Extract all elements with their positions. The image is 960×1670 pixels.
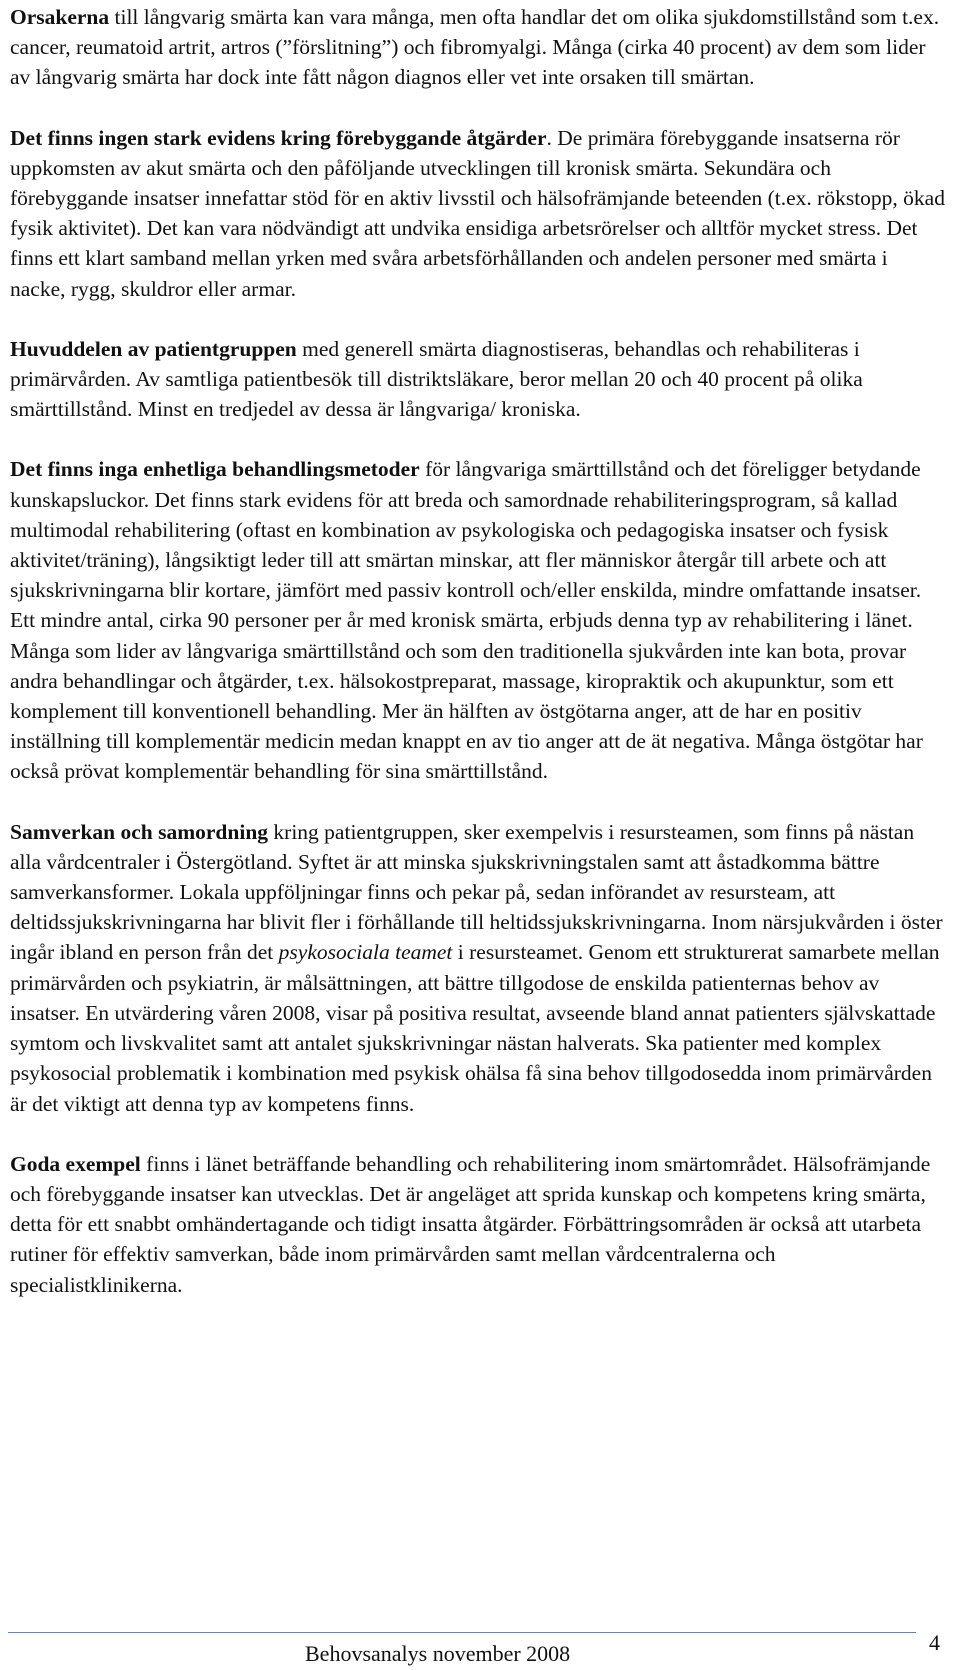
paragraph-text: med generell smärta diagnostiseras, behandlas och rehabiliteras i primärvården. Av samtliga patientbesök till distriktsläkare, beror mellan 20 och 40 procent på olika smärttillstånd. Minst en tredjedel av dessa är långvariga/ kroniska. [10, 336, 863, 422]
paragraph-evidens [10, 123, 948, 304]
paragraph-goda-exempel [10, 1149, 948, 1300]
paragraph-text-continued: i resursteamet. Genom ett strukturerat samarbete mellan primärvården och psykiatrin, är målsättningen, att bättre tillgodose de enskilda patienternas behov av insatser. En utvärdering våren 2008, visar på positiva resultat, avseende bland annat patienters självskattade symtom och livskvalitet samt att antalet sjukskrivningar nästan halverats. Ska patienter med komplex psykosocial problematik i kombination med psykisk ohälsa få sina behov tillgodosedda inom primärvården är det viktigt att denna typ av kompetens finns. [10, 940, 940, 1116]
paragraph-text: . De primära förebyggande insatserna rör uppkomsten av akut smärta och den påföljande utvecklingen till kronisk smärta. Sekundära och förebyggande insatser innefattar stöd för en aktiv livsstil och hälsofrämjande beteenden (t.ex. rökstopp, ökad fysik aktivitet). Det kan vara nödvändigt att undvika ensidiga arbetsrörelser och alltför mycket stress. Det finns ett klart samband mellan yrken med svåra arbetsförhållanden och andelen personer med smärta i nacke, rygg, skuldror eller armar. [10, 125, 945, 301]
paragraph-lead: Huvuddelen av patientgruppen [10, 336, 297, 361]
paragraph-italic-term: psykosociala teamet [278, 940, 453, 965]
paragraph-lead: Goda exempel [10, 1151, 141, 1176]
paragraph-huvuddelen [10, 334, 948, 425]
footer-divider [8, 1632, 916, 1633]
paragraph-text: för långvariga smärttillstånd och det föreligger betydande kunskapsluckor. Det finns stark evidens för att breda och samordnade rehabiliteringsprogram, så kallad multimodal rehabilitering (oftast en kombination av psykologiska och pedagogiska insatser och fysisk aktivitet/träning), långsiktigt leder till att smärtan minskar, att fler människor återgår till arbete och att sjukskrivningarna blir kortare, jämfört med passiv kontroll och/eller enskilda, mindre omfattande insatser. Ett mindre antal, cirka 90 personer per år med kronisk smärta, erbjuds denna typ av rehabilitering i länet. Många som lider av långvariga smärttillstånd och som den traditionella sjukvården inte kan bota, provar andra behandlingar och åtgärder, t.ex. hälsokostpreparat, massage, kiropraktik och akupunktur, som ett komplement till konventionell behandling. Mer än hälften av östgötarna anger, att de har en positiv inställning till komplementär medicin medan knappt en av tio anger att de ät negativa. Många östgötar har också prövat komplementär behandling för sina smärttillstånd. [10, 457, 923, 784]
paragraph-text: till långvarig smärta kan vara många, men ofta handlar det om olika sjukdomstillstånd som t.ex. cancer, reumatoid artrit, artros (”förslitning”) och fibromyalgi. Många (cirka 40 procent) av dem som lider av långvarig smärta har dock inte fått någon diagnos eller vet inte orsaken till smärtan. [10, 5, 940, 90]
paragraph-orsakerna [10, 2, 948, 93]
paragraph-text: finns i länet beträffande behandling och rehabilitering inom smärtområdet. Hälsofrämjande och förebyggande insatser kan utvecklas. Det är angeläget att sprida kunskap och kompetens kring smärta, detta för ett snabbt omhändertagande och tidigt insatta åtgärder. Förbättringsområden är också att utarbeta rutiner för effektiv samverkan, både inom primärvården samt mellan vårdcentralerna och specialistklinikerna. [10, 1151, 931, 1297]
paragraph-lead: Det finns inga enhetliga behandlingsmetoder [10, 457, 420, 482]
paragraph-text: kring patientgruppen, sker exempelvis i resursteamen, som finns på nästan alla vårdcentraler i Östergötland. Syftet är att minska sjukskrivningstalen samt att åstadkomma bättre samverkansformer. Lokala uppföljningar finns och pekar på, sedan införandet av resursteam, att deltidssjukskrivningarna har blivit fler i förhållande till heltidssjukskrivningarna. Inom närsjukvården i öster ingår ibland en person från det [10, 819, 943, 965]
page-number: 4 [929, 1630, 940, 1655]
footer-title: Behovsanalys november 2008 [305, 1641, 571, 1666]
paragraph-lead: Samverkan och samordning [10, 819, 269, 844]
paragraph-lead: Det finns ingen stark evidens kring förebyggande åtgärder [10, 125, 547, 150]
document-body [10, 2, 948, 1330]
paragraph-samverkan [10, 817, 948, 1119]
paragraph-lead: Orsakerna [10, 5, 110, 29]
paragraph-behandlingsmetoder [10, 454, 948, 786]
